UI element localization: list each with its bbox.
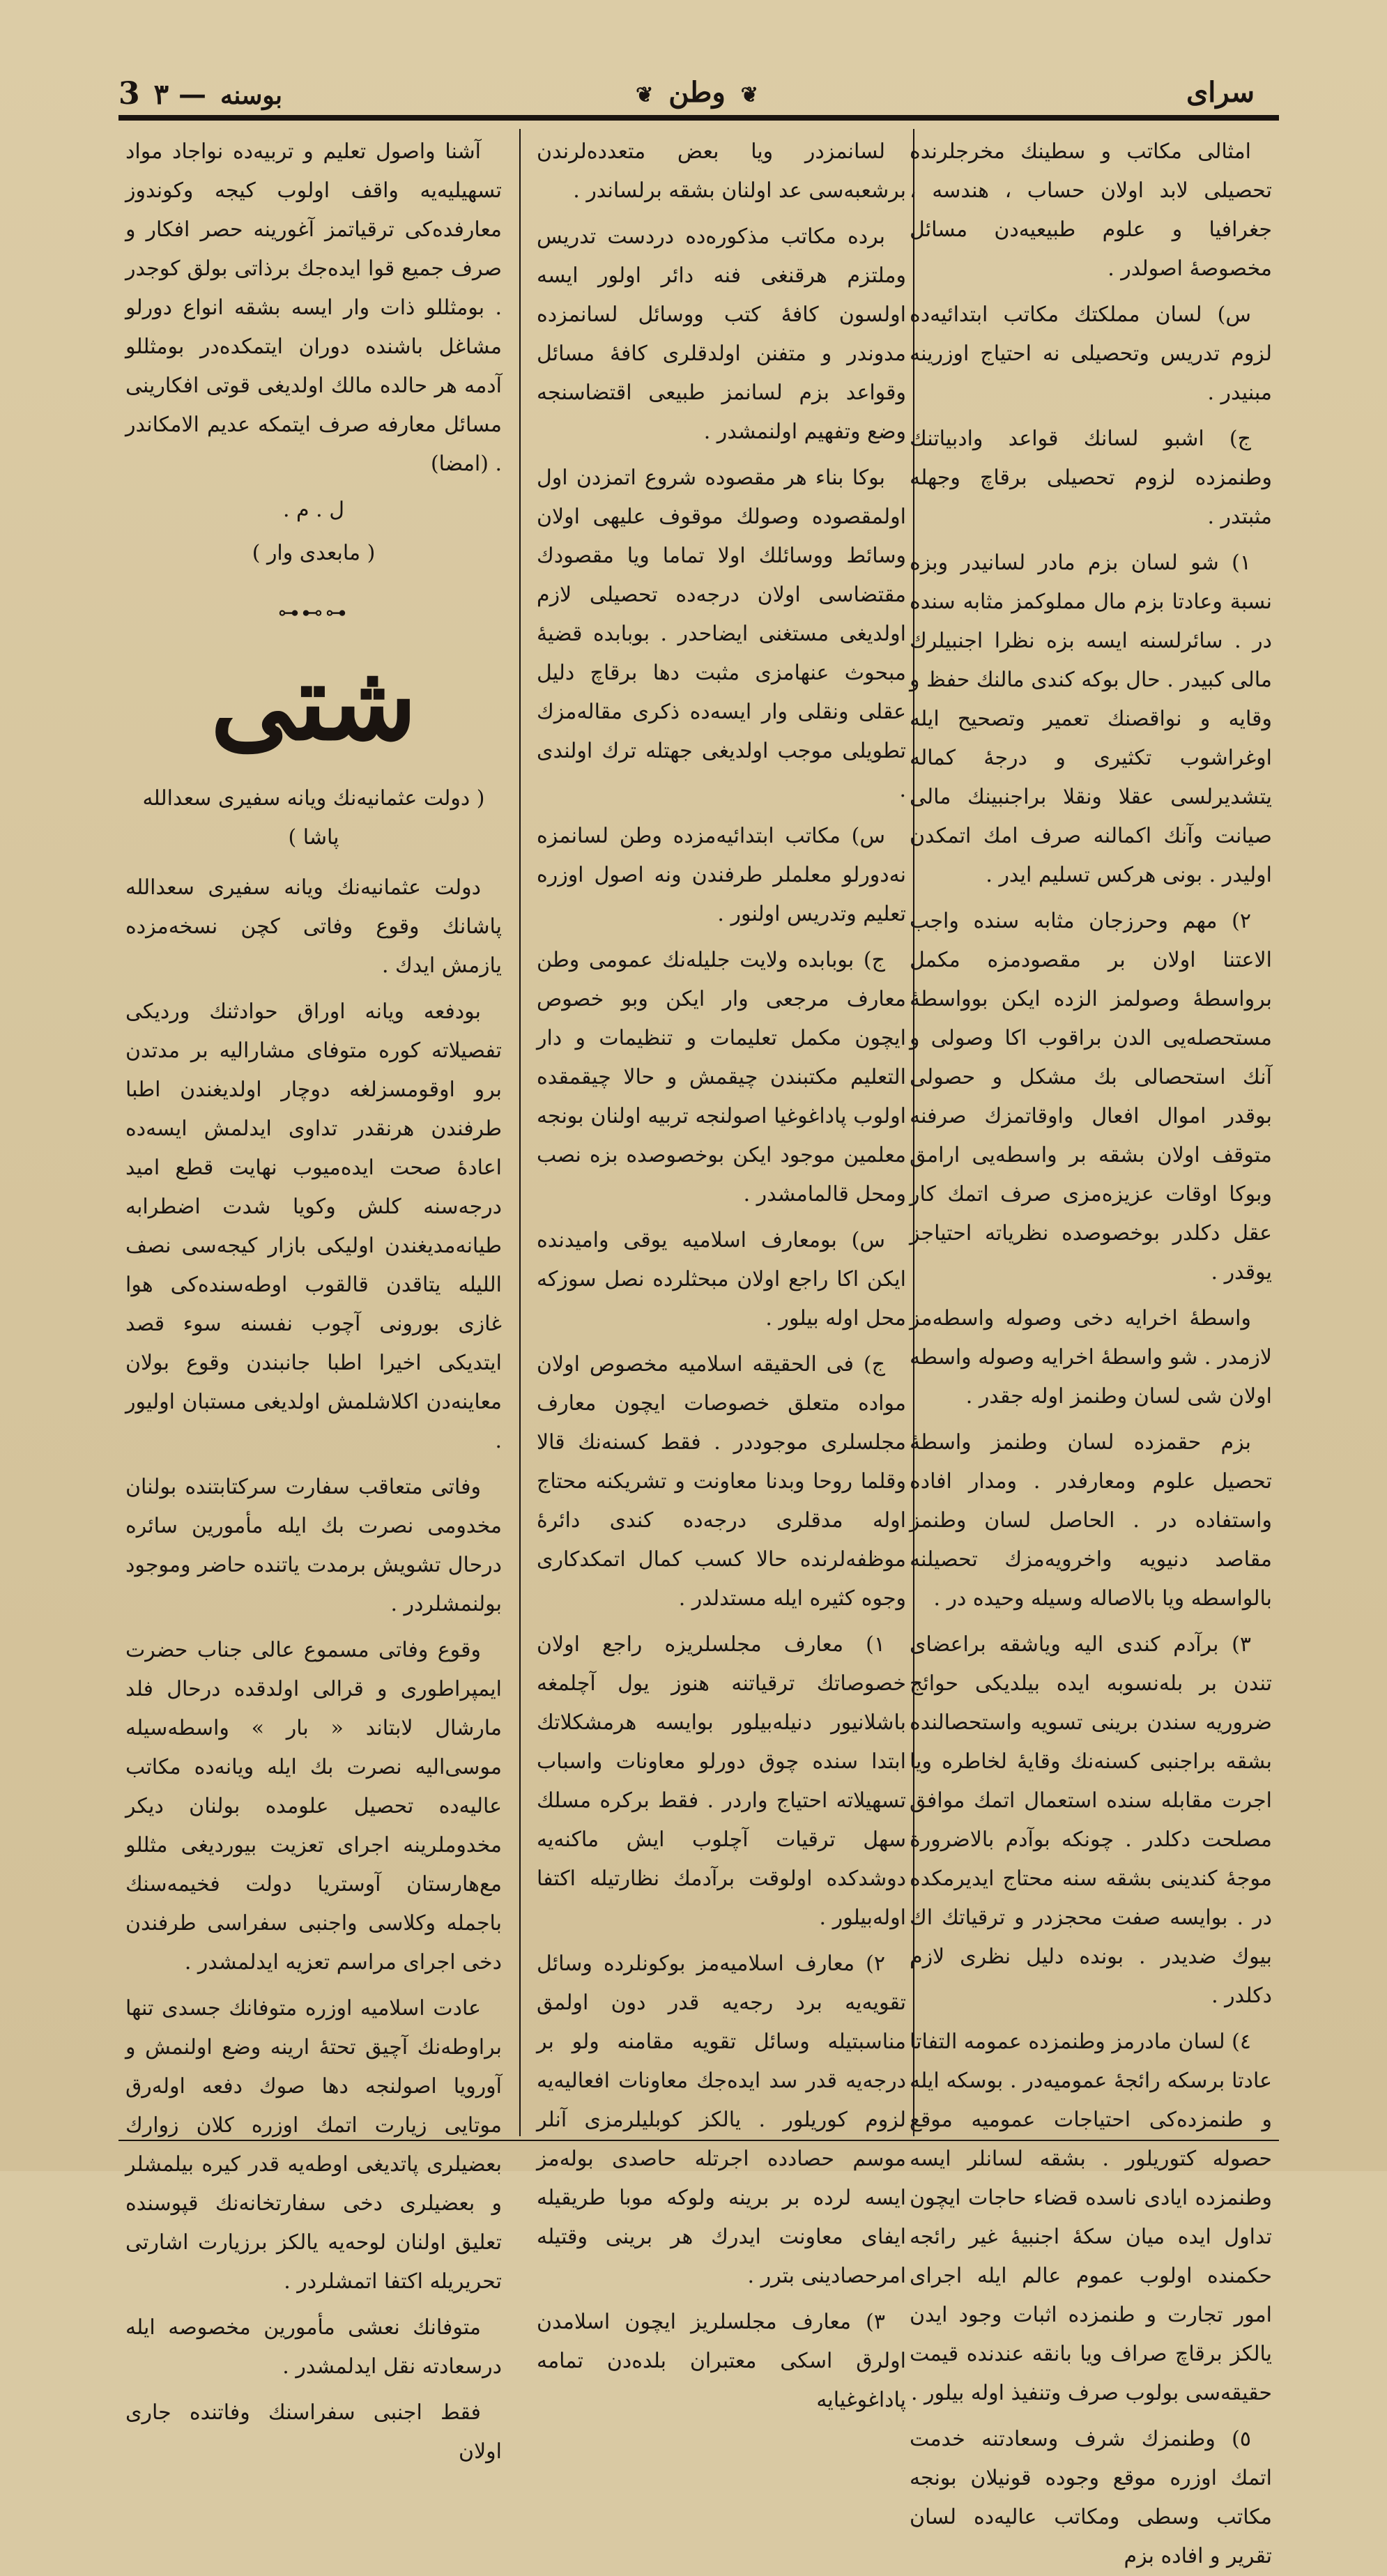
paragraph: واسطهٔ اخرایه دخی وصوله واسطه‌مز لازمدر . شو واسطهٔ اخرایه وصوله واسطه اولان شی لسان وطنمز اوله جقدر . [910,1306,1272,1409]
paragraph: ج) اشبو لسانك قواعد وادبیاتنك وطنمزده لزوم تحصیلی برقاچ وجهله مثبتدر . [910,427,1272,529]
paragraph: دولت عثمانیه‌نك ویانه سفیری سعدالله پاشانك وقوع وفاتی کچن نسخه‌مزده یازمش ایدك . [125,875,502,978]
paragraph: ٢) معارف اسلامیه‌مز بوکونلرده وسائل تقویه‌یه برد رجه‌یه قدر دون اولمق مناسبتیله وسائل تقویه مقامنه ولو بر درجه‌یه قدر سد ایده‌جك معاونات افعالیه‌یه لزوم کوریلور . یالکز کوبلیلرمزی آنلر موسم حصادده اجرتله حاصدی بوله‌مز ایسه لرده بر برینه ولوکه موبا طریقیله ایفای معاونت ایدرك هر برینی وقتیله امرحصادینی بترر . [537,1952,906,2288]
column-left [125,132,502,2464]
paragraph: وقوع وفاتی مسموع عالی جناب حضرت ایمپراطوری و قرالی اولدقده درحال فلد مارشال لابتاند « بار » واسطه‌سیله موسی‌الیه نصرت بك ایله ویانه‌ده مکاتب عالیه‌ده تحصیل علومده بولنان دیکر مخدوملرینه اجرای تعزیت بیوردیغی مثللو مع‌هارستان آوستریا دولت فخیمه‌سنك باجمله وکلاسی واجنبی سفراسی طرفندن دخی اجرای مراسم تعزیه ایدلمشدر . [125,1638,502,1975]
masthead-city: سرای [1186,76,1255,109]
column-middle [537,132,906,2412]
paragraph: ٣) معارف مجلسلریز ایچون اسلامدن اولرق اسکی معتبران بلده‌دن تمامه پاداغوغیایه [537,2310,906,2412]
masthead-page-info [118,76,282,112]
paragraph: بودفعه ویانه اوراق حوادثنك وردیکی تفصیلاته کوره متوفای مشارالیه بر مدتدن برو اوقومسزلغه دوچار اولدیغندن اطبا طرفندن هرنقدر تداوی ایدلمش ایسه‌ده اعادهٔ صحت ایده‌میوب نهایت قطع امید درجه‌سنه کلش وکویا شدت اضطرابه طیانه‌مدیغندن اولیکی بازار کیجه‌سی نصف اللیله یتاقدن قالقوب اوطه‌سنده‌کی هوا غازی بورونی آچوب نفسنه سوء قصد ایتدیکی اخیرا اطبا جانبندن وقوع بولان معاینه‌دن اکلاشلمش اولدیغی مستبان اولیور . [125,999,502,1453]
separator-ornament-icon: ⊷⊶⊷ [278,601,349,625]
masthead-title-block [630,76,764,109]
paragraph: وفاتی متعاقب سفارت سرکتابتنده بولنان مخدومی نصرت بك ایله مأمورین سائره درحال تشویش برمدت یاتنده حاضر وموجود بولنمشلردر . [125,1475,502,1616]
header-rule [118,115,1279,121]
paragraph: ج) بوبابده ولایت جلیله‌نك عمومی وطن معارف مرجعی وار ایکن وبو خصوص ایچون مکمل تعلیمات و تنظیمات و دار التعلیم مکتبندن چیقمش و حالا چیقمقده اولوب پاداغوغیا اصولنجه تربیه اولنان بونجه معلمین موجود ایکن بوخصوصده بزه نصب ومحل قالمامشدر . [537,948,906,1206]
continued-note: ( مابعدی وار ) [252,541,376,565]
paragraph: عادت اسلامیه اوزره متوفانك جسدی تنها براوطه‌نك آچیق تحتهٔ ارینه وضع اولنمش و آورویا اصولنجه دها صوك دفعه اوله‌رق موتایی زیارت اتمك اوزره کلان زوارك بعضیلری پاتدیغی اوطه‌یه قدر کیره بیلمشلر و بعضیلری دخی سفارتخانه‌نك قپوسنده تعلیق اولنان لوحه‌یه یالکز برزیارت اشارتی تحریریله اکتفا اتمشلردر . [125,1996,502,2294]
footer-rule [118,2140,1279,2141]
section-title: شتی [210,641,417,764]
page-number-arabic: ٣ — [153,78,207,111]
paragraph: امثالی مکاتب و سطینك مخرجلرنده تحصیلی لابد اولان حساب ، هندسه ، جغرافیا و علوم طبیعیه‌دن مسائل مخصوصهٔ اصولدر . [910,139,1272,281]
paragraph: بوکا بناء هر مقصوده شروع اتمزدن اول اولمقصوده وصولك موقوف علیهی اولان وسائط ووسائلك اولا تماما ویا مقصودك مقتضاسی اولان درجه‌ده تحصیلی لازم اولدیغی مستغنی ایضاحدر . بوبابده قضیهٔ مبحوث عنهامزی مثبت دها برقاچ دلیل عقلی ونقلی وار ایسه‌ده ذکری مقاله‌مزك تطویلی موجب اولدیغی جهتله ترك اولندی . [537,466,906,802]
column-right [910,132,1272,2568]
ornament-left-icon: ❦ [740,82,758,107]
paragraph: لسانمزدر ویا بعض متعدده‌لرندن برشعبه‌سی عد اولنان بشقه برلساندر . [537,139,906,203]
paragraph: ٣) برآدم کندی الیه ویاشقه براعضای تندن بر بله‌نسوبه ایده بیلدیکی حوائج ضروریه سندن برینی تسویه واستحصالنده بشقه براجنبی کسنه‌نك وقایهٔ لخاطره ویا اجرت مقابله سنده استعمال اتمك موافق مصلحت دکلدر . چونکه بوآدم بالاضرورة موجهٔ کندینی بشقه سنه محتاج ایدیرمکده در . بوایسه صفت محجزدر و ترقیاتك اك بیوك ضدیدر . بونده دلیل نظری لازم دکلدر . [910,1632,1272,2008]
paragraph: فقط اجنبی سفراسنك وفاتنده جاری اولان [125,2400,502,2464]
paragraph: متوفانك نعشی مأمورین مخصوصه ایله درسعادته نقل ایدلمشدر . [125,2315,502,2379]
ornament-right-icon: ❦ [636,82,654,107]
section-subtitle: ( دولت عثمانیه‌نك ویانه سفیری سعدالله پاشا ) [142,786,485,850]
paragraph: ٤) لسان مادرمز وطنمزده عمومه التفاتا عادتا برسکه رائجهٔ عمومیه‌در . بوسکه ایله و طنمزده‌کی احتیاجات عمومیه موقع حصوله کتوریلور . بشقه لسانلر ایسه وطنمزده ایادی ناسده قضاء حاجات ایچون تداول ایده میان سکهٔ اجنبیهٔ غیر رائجه حکمنده اولوب عموم عالم ایله اجرای امور تجارت و طنمزده اثبات وجود ایدن یالکز برقاچ صراف ویا بانقه عندنده قیمت حقیقه‌سی بولوب صرف وتنفیذ اوله بیلور . [910,2030,1272,2405]
paragraph: س) بومعارف اسلامیه یوقی وامیدنده ایکن اکا راجع اولان مبحثلرده نصل سوزکه محل اوله بیلور . [537,1228,906,1331]
paragraph: برده مکاتب مذکوره‌ده دردست تدریس وملتزم هرقنغی فنه دائر اولور ایسه اولسون کافهٔ کتب ووسائل لسانمزده مدوندر و متفنن اولدقلری کافهٔ مسائل وقواعد بزم لسانمز طبیعی اقتضاسنجه وضع وتفهیم اولنمشدر . [537,224,906,444]
paragraph: ١) شو لسان بزم مادر لسانیدر وبزه نسبة وعادتا بزم مال مملوکمز مثابه سنده در . سائرلسنه ایسه بزه نظرا اجنبیلرك مالی کبیدر . حال بوکه کندی مالنك حفظ و وقایه و نواقصنك تعمیر وتصحیح ایله اوغراشوب تکثیری و درجهٔ کماله یتشدیرلسی عقلا ونقلا براجنبینك مالی صیانت وآنك اکمالنه صرف امك اتمکدن اولیدر . بونی هرکس تسلیم ایدر . [910,551,1272,887]
paragraph: ١) معارف مجلسلریزه راجع اولان خصوصاتك ترقیاتنه هنوز یول آچلمغه باشلانیور دنیله‌بیلور بوایسه هرمشکلاتك ابتدا سنده چوق دورلو معاونات واسباب تسهیلاته احتیاج واردر . فقط برکره مسلك سهل ترقیات آچلوب ایش ماکنه‌یه دوشدکده اولوقت برآدمك نظارتیله اکتفا اوله‌بیلور . [537,1632,906,1930]
paragraph: آشنا واصول تعلیم و تربیه‌ده نواجاد مواد تسهیلیه‌یه واقف اولوب کیجه وکوندوز معارفده‌کی ترقیاتمز آغورینه حصر افکار و صرف جمیع قوا ایده‌جك برذاتی بولق کوجدر . بومثللو ذات وار ایسه بشقه انواع دورلو مشاغل باشنده دوران ایتمکده‌در بومثللو آدمه هر حالده مالك اولدیغی قوتی افکارینی مسائل معارفه صرف ایتمکه عدیم الامکاندر . (امضا) [125,139,502,476]
paragraph: ٥) وطنمزك شرف وسعادتنه خدمت اتمك اوزره موقع وجوده قونیلان بونجه مکاتب وسطی ومکاتب عالیه‌ده لسان تقریر و افاده بزم [910,2427,1272,2568]
masthead-title: وطن [668,76,726,109]
masthead-region: بوسنه [220,81,282,110]
paragraph: ٢) مهم وحرزجان مثابه سنده واجب الاعتنا اولان بر مقصودمزه مکمل برواسطهٔ وصولمز الزده ایکن بوواسطهٔ مستحصله‌یی الدن براقوب اکا وصولی و آنك استحصالی بك مشکل و حصولی بوقدر اموال افعال واوقاتمزك صرفنه متوقف اولان بشقه بر واسطه‌یی ارامق وبوکا اوقات عزیزه‌مزی صرف اتمك کار عقل دکلدر بوخصوصده نظریاته احتیاجز یوقدر . [910,909,1272,1285]
signature-initials: ل . م . [282,498,345,522]
paragraph: س) لسان مملکتك مکاتب ابتدائیه‌ده لزوم تدریس وتحصیلی نه احتیاج اوزرینه مبنیدر . [910,302,1272,405]
page-number: 3 [118,76,140,112]
column-divider-left [519,129,521,2136]
masthead [118,66,1275,122]
paragraph: بزم حقمزده لسان وطنمز واسطهٔ تحصیل علوم ومعارفدر . ومدار افاده واستفاده در . الحاصل لسان وطنمز مقاصد دنیویه واخرویه‌مزك تحصیلنه بالواسطه ویا بالاصاله وسیله وحیده در . [910,1430,1272,1611]
paragraph: س) مکاتب ابتدائیه‌مزده وطن لسانمزه نه‌دورلو معلملر طرفندن ونه اصول اوزره تعلیم وتدریس اولنور . [537,824,906,926]
paragraph: ج) فی الحقیقه اسلامیه مخصوص اولان مواده متعلق خصوصات ایچون معارف مجلسلری موجوددر . فقط کسنه‌نك قالا وقلما روحا وبدنا معاونت و تشریکنه محتاج اوله مدقلری درجه‌ده کندی دائرهٔ موظفه‌لرنده حالا کسب کمال اتمکدکاری وجوه کثیره ایله مستدلدر . [537,1352,906,1611]
